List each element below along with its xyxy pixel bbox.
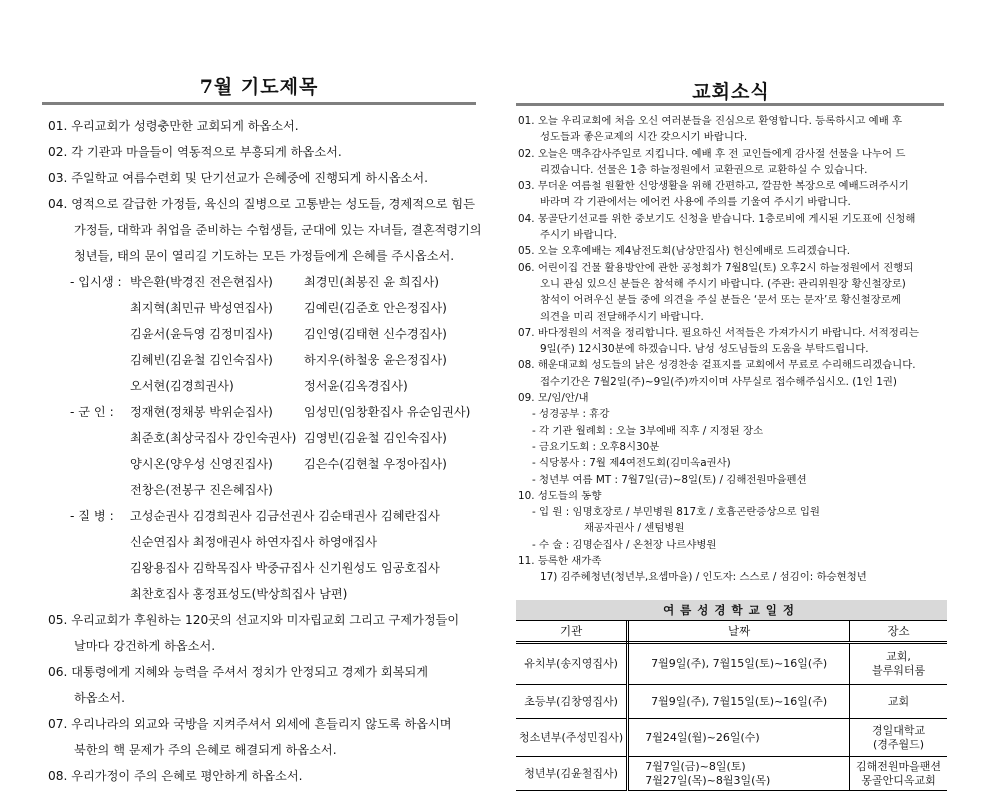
news-line: - 수 술 : 김명순집사 / 온천장 나르샤병원	[532, 538, 717, 551]
table-row: 초등부(김창영집사) 7월9일(주), 7월15일(토)~16일(주) 교회	[516, 685, 947, 719]
list-item: 전창은(전봉구 진은혜집사)	[130, 483, 273, 497]
news-line: 성도들과 좋은교제의 시간 갖으시기 바랍니다.	[540, 131, 748, 144]
news-line: 17) 김주혜청년(청년부,요셉마을) / 인도자: 스스로 / 섬김이: 하승현청년	[540, 571, 867, 584]
news-line: - 각 기관 월례회 : 오늘 3부예배 직후 / 지정된 장소	[532, 424, 764, 437]
table-row: 청소년부(주성민집사) 7월24일(월)~26일(수) 경일대학교 (경주월드)	[516, 719, 947, 757]
list-item: 최준호(최상국집사 강인숙권사) 김영빈(김윤철 김인숙집사)	[130, 431, 447, 445]
news-list	[518, 113, 946, 586]
prayer-item-04: 04. 영적으로 갈급한 가정들, 육신의 질병으로 고통받는 성도들, 경제적으로 힘든 가정들, 대학과 취업을 준비하는 수험생들, 군대에 있는 자녀들, 결혼적령기의 청년들, 태의 문이 열리길 기도하는 모든 가정들에게 은혜를 주시옵소서. - 입시생 : 박은환(박경진 전은현집사) 최경민(최봉진 윤 희집사) 최지혁(최민규 박성연집사) 김예린(김준호 안은정집사) 김윤서(윤득영 김정미집사) 김인영(김태현 신수경집사) 김혜빈(김윤철 김인숙집사) 하지우(하철웅 윤은정집사) 오서현(김경희권사) 정서윤(김옥경집사) - 군 인 : 정재현(정채봉 박위순집사) 임성민(임창환집사 유순임권사) 최준호(최상국집사 강인숙권사) 김영빈(김윤철 김인숙집사) 양시온(양우성 신영진집사) 김은수(김현철 우정아집사) 전창은(전봉구 진은혜집사) - 질 병 : 고성순권사 김경희권사 김금선권사 김순태권사 김혜란집사 신순연집사 최정애권사 하연자집사 하영애집사 김왕용집사 김학목집사 박중규집사 신기원성도 임공호집사 최찬호집사 홍정표성도(박상희집사 남편)	[48, 191, 478, 607]
news-line: - 입 원 : 임명호장로 / 부민병원 817호 / 호흡곤란증상으로 입원	[532, 506, 820, 519]
list-item: - 입시생 : 박은환(박경진 전은현집사) 최경민(최봉진 윤 희집사)	[70, 275, 439, 289]
news-line: 접수기간은 7월2일(주)~9일(주)까지이며 사무실로 접수해주십시오. (1인 1권)	[540, 375, 897, 388]
list-item: 최지혁(최민규 박성연집사) 김예린(김준호 안은정집사)	[130, 301, 447, 315]
prayer-item-02: 02. 각 기관과 마을들이 역동적으로 부흥되게 하옵소서.	[48, 145, 342, 159]
schedule-table	[516, 621, 947, 791]
news-line: 05. 오늘 오후예배는 제4남전도회(남상만집사) 헌신예배로 드리겠습니다.	[518, 245, 851, 258]
list-item: 신순연집사 최정애권사 하연자집사 하영애집사	[130, 535, 378, 549]
summer-bible-school-schedule	[516, 600, 947, 791]
list-item: 김왕용집사 김학목집사 박중규집사 신기원성도 임공호집사	[130, 561, 440, 575]
prayer-item-03: 03. 주일학교 여름수련회 및 단기선교가 은혜중에 진행되게 하시옵소서.	[48, 171, 429, 185]
soldiers-list	[48, 399, 478, 503]
news-line: - 식당봉사 : 7월 제4여전도회(김미옥a권사)	[532, 457, 731, 470]
news-line: 오니 관심 있으신 분들은 참석해 주시기 바랍니다. (주관: 관리위원장 황신철장로)	[540, 277, 906, 290]
news-line: - 청년부 여름 MT : 7월7일(금)~8일(토) / 김해전원마을펜션	[532, 473, 807, 486]
prayer-list	[48, 113, 482, 789]
news-title: 교회소식	[692, 81, 770, 103]
news-line: 11. 등록한 새가족	[518, 555, 602, 568]
prayer-title: 7월 기도제목	[199, 76, 319, 98]
news-line: 바라며 각 기관에서는 에어컨 사용에 주의를 기울여 주시기 바랍니다.	[540, 196, 851, 209]
news-line: 02. 오늘은 맥추감사주일로 지킵니다. 예배 후 전 교인들에게 감사절 선물을 나누어 드	[518, 147, 906, 160]
news-line: - 성경공부 : 휴강	[532, 408, 610, 421]
header-place: 장소	[850, 621, 947, 643]
prayer-item-05: 05. 우리교회가 후원하는 120곳의 선교지와 미자립교회 그리고 구제가정들이 날마다 강건하게 하옵소서.	[48, 613, 460, 653]
news-title-divider	[516, 103, 944, 106]
news-line: 10. 성도들의 동향	[518, 489, 602, 502]
prayer-title-divider	[42, 102, 476, 105]
table-row: 청년부(김윤철집사) 7월7일(금)~8일(토) 7월27일(목)~8월3일(목) 김해전원마을팬션 몽골안디옥교회	[516, 757, 947, 791]
news-line: 08. 해운대교회 성도들의 낡은 성경찬송 겉표지를 교회에서 무료로 수리해드리겠습니다.	[518, 359, 916, 372]
header-org: 기관	[516, 621, 628, 643]
news-line: 의견을 미리 전달해주시기 바랍니다.	[540, 310, 704, 323]
header-date: 날짜	[628, 621, 850, 643]
list-item: - 군 인 : 정재현(정채봉 박위순집사) 임성민(임창환집사 유순임권사)	[70, 405, 471, 419]
news-line: 9일(주) 12시30분에 하겠습니다. 남성 성도님들의 도움을 부탁드립니다.	[540, 343, 869, 356]
list-item: 양시온(양우성 신영진집사) 김은수(김현철 우정아집사)	[130, 457, 447, 471]
news-line: 채공자권사 / 센텀병원	[584, 522, 685, 535]
list-item: 최찬호집사 홍정표성도(박상희집사 남편)	[130, 587, 348, 601]
prayer-item-08: 08. 우리가정이 주의 은혜로 평안하게 하옵소서.	[48, 769, 303, 783]
prayer-item-01: 01. 우리교회가 성령충만한 교회되게 하옵소서.	[48, 119, 299, 133]
news-line: 리겠습니다. 선물은 1층 하늘정원에서 교환권으로 교환하실 수 있습니다.	[540, 163, 868, 176]
list-item: 김혜빈(김윤철 김인숙집사) 하지우(하철웅 윤은정집사)	[130, 353, 447, 367]
news-line: - 금요기도회 : 오후8시30분	[532, 440, 660, 453]
news-line: 07. 바다정원의 서적을 정리합니다. 필요하신 서적들은 가져가시기 바랍니다. 서적정리는	[518, 326, 919, 339]
prayer-item-07: 07. 우리나라의 외교와 국방을 지켜주셔서 외세에 흔들리지 않도록 하옵시며 북한의 핵 문제가 주의 은혜로 해결되게 하옵소서.	[48, 717, 452, 757]
students-list	[48, 269, 478, 399]
list-item: - 질 병 : 고성순권사 김경희권사 김금선권사 김순태권사 김혜란집사	[70, 509, 440, 523]
news-line: 09. 모/임/안/내	[518, 392, 589, 405]
news-line: 참석이 어려우신 분들 중에 의견을 주실 분들은 ‘문서 또는 문자’로 황신철장로께	[540, 294, 901, 307]
news-line: 주시기 바랍니다.	[540, 229, 617, 242]
table-row: 유치부(송지영집사) 7월9일(주), 7월15일(토)~16일(주) 교회, 블루워터룸	[516, 643, 947, 685]
news-line: 06. 어린이집 건물 활용방안에 관한 공청회가 7월8일(토) 오후2시 하늘정원에서 진행되	[518, 261, 914, 274]
prayer-item-06: 06. 대통령에게 지혜와 능력을 주셔서 정치가 안정되고 경제가 회복되게 하옵소서.	[48, 665, 429, 705]
schedule-caption: 여름성경학교일정	[516, 600, 947, 621]
news-line: 01. 오늘 우리교회에 처음 오신 여러분들을 진심으로 환영합니다. 등록하시고 예배 후	[518, 115, 903, 127]
list-item: 오서현(김경희권사) 정서윤(김옥경집사)	[130, 379, 408, 393]
sick-list	[48, 503, 478, 607]
news-line: 03. 무더운 여름철 원활한 신앙생활을 위해 간편하고, 깔끔한 복장으로 예배드려주시기	[518, 180, 909, 193]
list-item: 김윤서(윤득영 김정미집사) 김인영(김태현 신수경집사)	[130, 327, 447, 341]
news-line: 04. 몽골단기선교를 위한 중보기도 신청을 받습니다. 1층로비에 게시된 기도표에 신청해	[518, 212, 916, 225]
